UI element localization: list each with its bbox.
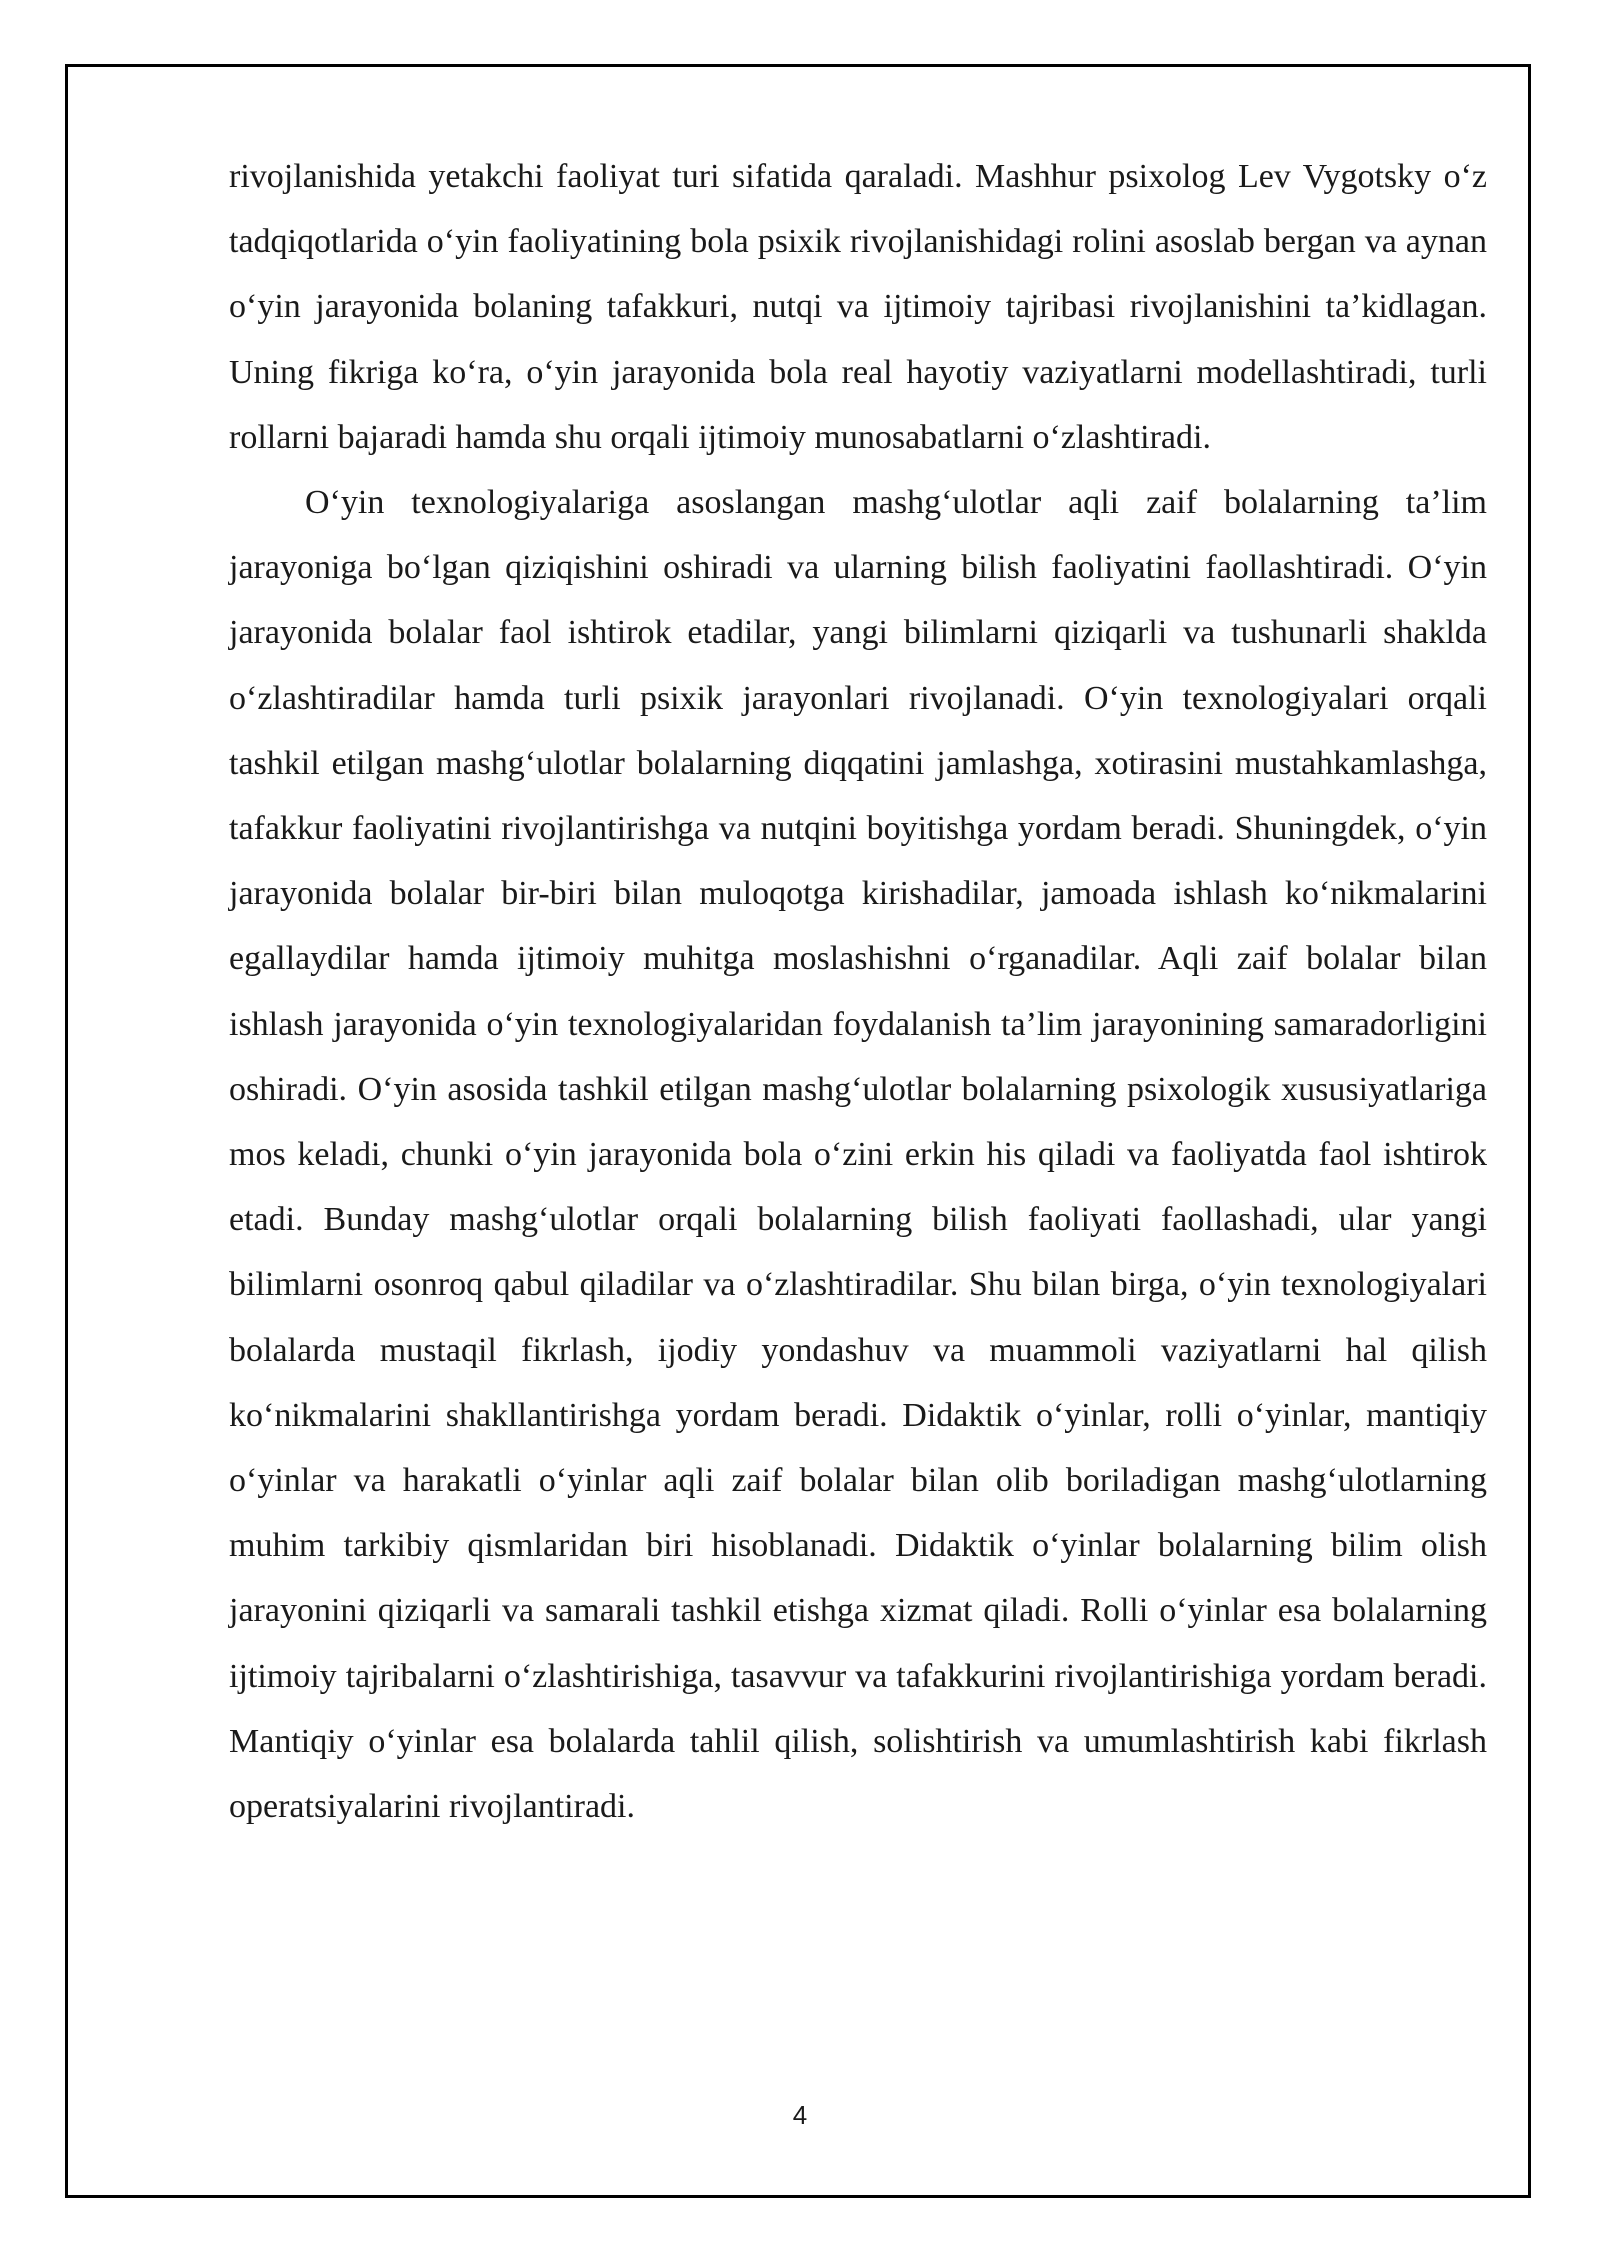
paragraph-game-technologies: O‘yin texnologiyalariga asoslangan mashg‘ulotlar aqli zaif bolalarning ta’lim jarayoniga bo‘lgan qiziqishini oshiradi va ularning bilish faoliyatini faollashtiradi. O‘yin jarayonida bolalar faol ishtirok etadilar, yangi bilimlarni qiziqarli va tushunarli shaklda o‘zlashtiradilar hamda turli psixik jarayonlari rivojlanadi. O‘yin texnologiyalari orqali tashkil etilgan mashg‘ulotlar bolalarning diqqatini jamlashga, xotirasini mustahkamlashga, tafakkur faoliyatini rivojlantirishga va nutqini boyitishga yordam beradi. Shuningdek, o‘yin jarayonida bolalar bir-biri bilan muloqotga kirishadilar, jamoada ishlash ko‘nikmalarini egallaydilar hamda ijtimoiy muhitga moslashishni o‘rganadilar. Aqli zaif bolalar bilan ishlash jarayonida o‘yin texnologiyalaridan foydalanish ta’lim jarayonining samaradorligini oshiradi. O‘yin asosida tashkil etilgan mashg‘ulotlar bolalarning psixologik xususiyatlariga mos keladi, chunki o‘yin jarayonida bola o‘zini erkin his qiladi va faoliyatda faol ishtirok etadi. Bunday mashg‘ulotlar orqali bolalarning bilish faoliyati faollashadi, ular yangi bilimlarni osonroq qabul qiladilar va o‘zlashtiradilar. Shu bilan birga, o‘yin texnologiyalari bolalarda mustaqil fikrlash, ijodiy yondashuv va muammoli vaziyatlarni hal qilish ko‘nikmalarini shakllantirishga yordam beradi. Didaktik o‘yinlar, rolli o‘yinlar, mantiqiy o‘yinlar va harakatli o‘yinlar aqli zaif bolalar bilan olib boriladigan mashg‘ulotlarning muhim tarkibiy qismlaridan biri hisoblanadi. Didaktik o‘yinlar bolalarning bilim olish jarayonini qiziqarli va samarali tashkil etishga xizmat qiladi. Rolli o‘yinlar esa bolalarning ijtimoiy tajribalarni o‘zlashtirishiga, tasavvur va tafakkurini rivojlantirishiga yordam beradi. Mantiqiy o‘yinlar esa bolalarda tahlil qilish, solishtirish va umumlashtirish kabi fikrlash operatsiyalarini rivojlantiradi. <box>229 484 1487 1826</box>
paragraph-continuation: rivojlanishida yetakchi faoliyat turi sifatida qaraladi. Mashhur psixolog Lev Vygotsky o‘z tadqiqotlarida o‘yin faoliyatining bola psixik rivojlanishidagi rolini asoslab bergan va aynan o‘yin jarayonida bolaning tafakkuri, nutqi va ijtimoiy tajribasi rivojlanishini ta’kidlagan. Uning fikriga ko‘ra, o‘yin jarayonida bola real hayotiy vaziyatlarni modellashtiradi, turli rollarni bajaradi hamda shu orqali ijtimoiy munosabatlarni o‘zlashtiradi. <box>229 158 1487 456</box>
page-number: 4 <box>792 2100 808 2130</box>
document-body <box>229 144 1487 1839</box>
